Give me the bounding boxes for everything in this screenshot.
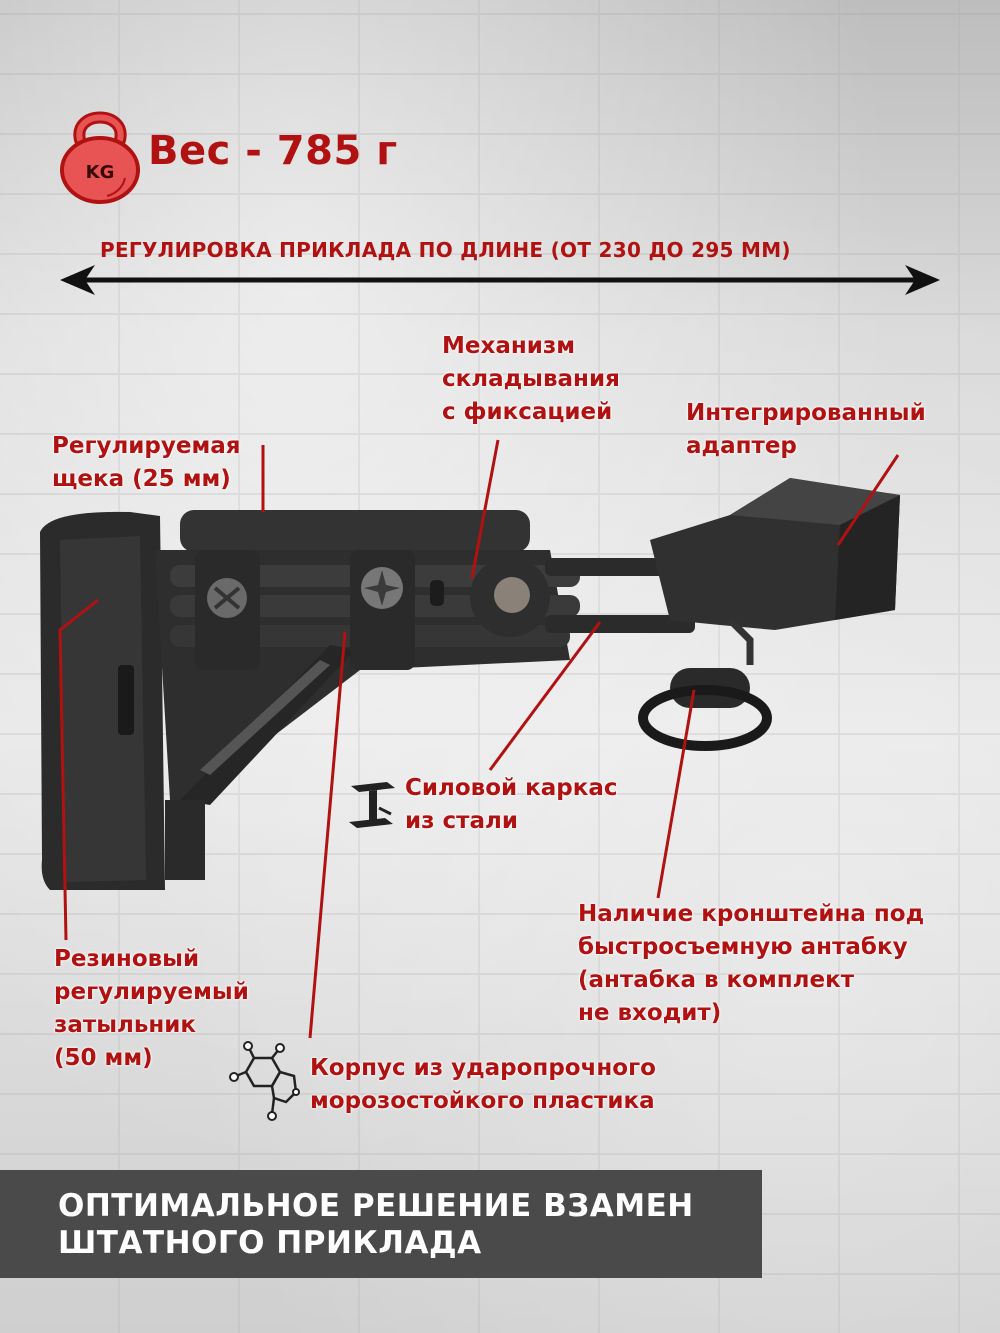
callout-folding-line: складывания — [442, 366, 620, 392]
steel-beam-icon — [345, 778, 401, 834]
callout-sling-line: (антабка в комплект — [578, 967, 855, 993]
callout-line-folding — [472, 440, 498, 578]
callout-cheek — [52, 430, 241, 496]
callout-body — [310, 1052, 656, 1118]
callout-folding-line: Механизм — [442, 333, 576, 359]
callout-buttpad-line: затыльник — [54, 1012, 197, 1038]
callout-buttpad-line: Резиновый — [54, 946, 200, 972]
callout-line-sling — [658, 690, 694, 898]
molecule-icon — [228, 1040, 308, 1122]
callout-sling-line: не входит) — [578, 1000, 722, 1026]
callout-cheek-line: щека (25 мм) — [52, 466, 231, 492]
callout-line-body — [310, 632, 345, 1038]
callout-frame-line: Силовой каркас — [405, 775, 618, 801]
callout-buttpad-line: (50 мм) — [54, 1045, 153, 1071]
callout-buttpad — [54, 943, 249, 1075]
callout-buttpad-line: регулируемый — [54, 979, 249, 1005]
callout-body-line: морозостойкого пластика — [310, 1088, 655, 1114]
callout-sling — [578, 898, 924, 1030]
kettlebell-icon-text: KG — [85, 162, 115, 183]
callout-cheek-line: Регулируемая — [52, 433, 241, 459]
callout-line-frame — [490, 622, 600, 770]
callout-sling-line: быстросъемную антабку — [578, 934, 908, 960]
length-adjust-label: РЕГУЛИРОВКА ПРИКЛАДА ПО ДЛИНЕ (ОТ 230 ДО 295 ММ) — [100, 238, 791, 262]
callout-line-adapter — [838, 455, 898, 545]
footer-text — [58, 1188, 694, 1262]
callout-folding — [442, 330, 620, 429]
callout-frame — [405, 772, 617, 838]
callout-adapter — [686, 397, 926, 463]
callout-folding-line: с фиксацией — [442, 399, 613, 425]
weight-title: Вес - 785 г — [148, 128, 398, 174]
footer-line: ОПТИМАЛЬНОЕ РЕШЕНИЕ ВЗАМЕН — [58, 1188, 694, 1224]
callout-body-line: Корпус из ударопрочного — [310, 1055, 656, 1081]
callout-adapter-line: адаптер — [686, 433, 797, 459]
callout-sling-line: Наличие кронштейна под — [578, 901, 925, 927]
footer-line: ШТАТНОГО ПРИКЛАДА — [58, 1225, 482, 1261]
callout-adapter-line: Интегрированный — [686, 400, 926, 426]
callout-frame-line: из стали — [405, 808, 518, 834]
callout-line-buttpad — [60, 600, 98, 940]
